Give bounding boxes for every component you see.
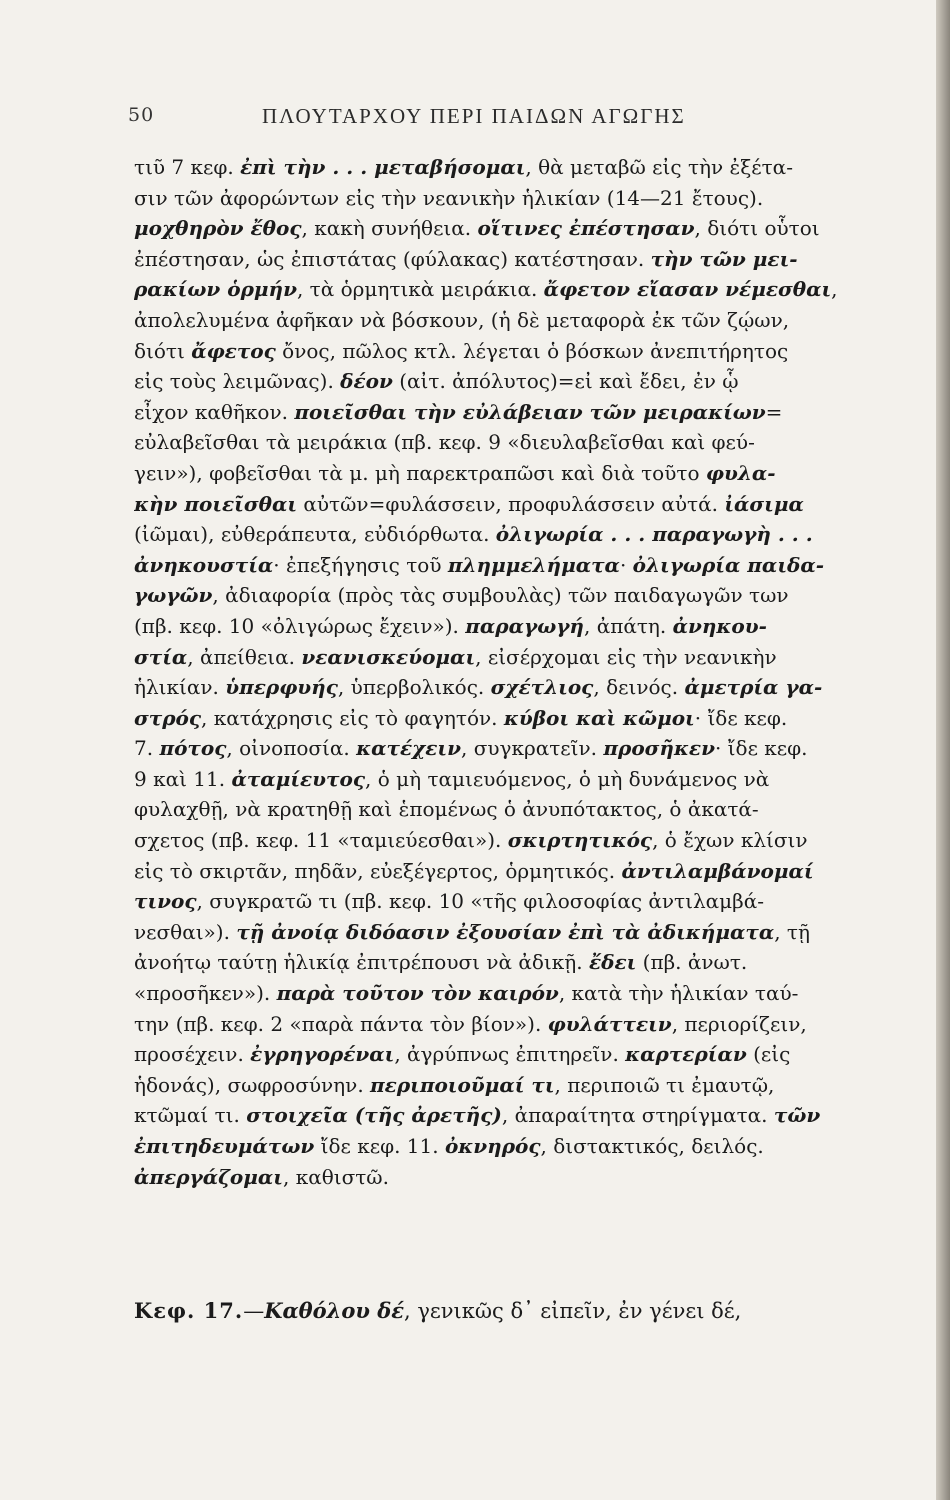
gloss-text: εἰς τοὺς λειμῶνας). bbox=[134, 369, 341, 394]
gloss-text: 7. bbox=[134, 736, 160, 761]
lemma: ἀντιλαμβάνομαί bbox=[621, 858, 814, 883]
text-line bbox=[134, 703, 864, 734]
text-line bbox=[134, 489, 864, 520]
chapter-label: Κεφ. 17. bbox=[134, 1298, 244, 1323]
text-line bbox=[134, 856, 864, 887]
gloss-text: εἰς τὸ σκιρτᾶν, πηδᾶν, εὐεξέγερτος, ὁρμητικός. bbox=[134, 858, 622, 883]
lemma: ἄφετον εἴασαν νέμεσθαι bbox=[543, 277, 832, 302]
lemma: προσῆκεν bbox=[603, 736, 715, 761]
text-line bbox=[134, 764, 864, 795]
text-line bbox=[134, 366, 864, 397]
gloss-text: σχετος (πβ. κεφ. 11 «ταμιεύεσθαι»). bbox=[134, 828, 508, 853]
lemma: φυλάττειν bbox=[547, 1011, 672, 1036]
gloss-text: ἀπολελυμένα ἀφῆκαν νὰ βόσκουν, (ἡ δὲ μεταφορὰ ἐκ τῶν ζῴων, bbox=[134, 307, 790, 332]
text-line bbox=[134, 825, 864, 856]
gloss-text: εἶχον καθῆκον. bbox=[134, 399, 295, 424]
lemma: ἀμετρία γα- bbox=[684, 675, 823, 700]
text-line bbox=[134, 947, 864, 978]
gloss-text: ἡδονάς), σωφροσύνην. bbox=[134, 1072, 371, 1097]
lemma: περιποιοῦμαί τι bbox=[370, 1072, 555, 1097]
gloss-text: , ἀδιαφορία (πρὸς τὰς συμβουλὰς) τῶν παιδαγωγῶν των bbox=[212, 583, 789, 608]
lemma: νεανισκεύομαι bbox=[301, 644, 476, 669]
gloss-text: τιῦ 7 κεφ. bbox=[134, 155, 241, 179]
gloss-text: γειν»), φοβεῖσθαι τὰ μ. μὴ παρεκτραπῶσι καὶ διὰ τοῦτο bbox=[134, 460, 706, 485]
gloss-text: , οἰνοποσία. bbox=[226, 736, 357, 761]
gloss-text: , συγκρατῶ τι (πβ. κεφ. 10 «τῆς φιλοσοφίας ἀντιλαμβά- bbox=[196, 889, 764, 914]
gloss-text: εὐλαβεῖσθαι τὰ μειράκια (πβ. κεφ. 9 «διευλαβεῖσθαι καὶ φεύ- bbox=[134, 430, 755, 455]
chapter-gloss: , γενικῶς δ᾽ εἰπεῖν, ἐν γένει δέ, bbox=[404, 1299, 742, 1323]
gloss-text: , ὁ ἔχων κλίσιν bbox=[652, 828, 808, 853]
lemma: καρτερίαν bbox=[625, 1042, 747, 1067]
lemma: γωγῶν bbox=[134, 583, 213, 608]
text-line bbox=[134, 672, 864, 703]
gloss-text: , διστακτικός, δειλός. bbox=[540, 1134, 764, 1158]
text-line bbox=[134, 642, 864, 673]
page-number: 50 bbox=[128, 104, 155, 126]
gloss-text: , καθιστῶ. bbox=[282, 1164, 389, 1189]
text-line bbox=[134, 244, 864, 275]
text-line bbox=[134, 274, 864, 305]
gloss-text: , συγκρατεῖν. bbox=[460, 736, 604, 761]
gloss-text: , περιποιῶ τι ἐμαυτῷ, bbox=[554, 1072, 775, 1097]
gloss-text: ἡλικίαν. bbox=[134, 675, 226, 700]
lemma: ὑπερφυής bbox=[225, 675, 338, 700]
text-line bbox=[134, 1009, 864, 1040]
gloss-text: , ἀπαραίτητα στηρίγματα. bbox=[501, 1103, 774, 1128]
lemma: πλημμελήματα bbox=[447, 552, 620, 577]
gloss-text: σιν τῶν ἀφορώντων εἰς τὴν νεανικὴν ἡλικίαν (14—21 ἔτους). bbox=[134, 185, 764, 210]
gloss-text: , κατάχρησις εἰς τὸ φαγητόν. bbox=[201, 705, 504, 730]
gloss-text: φυλαχθῇ, νὰ κρατηθῇ καὶ ἑπομένως ὁ ἀνυπότακτος, ὁ ἀκατά- bbox=[134, 797, 759, 822]
gloss-text: , εἰσέρχομαι εἰς τὴν νεανικὴν bbox=[475, 644, 777, 669]
gloss-text: (ἰῶμαι), εὐθεράπευτα, εὐδιόρθωτα. bbox=[134, 522, 496, 547]
lemma: πότος bbox=[159, 736, 227, 761]
text-line bbox=[134, 183, 864, 214]
text-line bbox=[134, 611, 864, 642]
page-edge-shadow bbox=[936, 0, 950, 1500]
gloss-text: , κακὴ συνήθεια. bbox=[301, 216, 478, 241]
lemma: ρακίων ὁρμήν bbox=[134, 277, 297, 302]
commentary-body bbox=[134, 152, 864, 1192]
text-line bbox=[134, 1162, 864, 1193]
gloss-text: , περιορίζειν, bbox=[671, 1011, 807, 1036]
gloss-text: την (πβ. κεφ. 2 «παρὰ πάντα τὸν βίον»). bbox=[134, 1011, 548, 1036]
running-title: ΠΛΟΥΤΑΡΧΟΥ ΠΕΡΙ ΠΑΙΔΩΝ ΑΓΩΓΗΣ bbox=[262, 104, 686, 128]
text-line bbox=[134, 794, 864, 825]
lemma: ἀπεργάζομαι bbox=[134, 1164, 283, 1189]
gloss-text: ἐπέστησαν, ὡς ἐπιστάτας (φύλακας) κατέστησαν. bbox=[134, 246, 651, 271]
lemma: τῶν bbox=[773, 1103, 821, 1128]
gloss-text: ἴδε κεφ. 11. bbox=[314, 1134, 445, 1158]
lemma: στρός bbox=[134, 705, 202, 730]
gloss-text: ὄνος, πῶλος κτλ. λέγεται ὁ βόσκων ἀνεπιτήρητος bbox=[275, 338, 789, 363]
gloss-text: , bbox=[831, 277, 838, 302]
lemma: ἔδει bbox=[588, 950, 637, 975]
text-line bbox=[134, 336, 864, 367]
gloss-text: (αἰτ. ἀπόλυτος)=εἰ καὶ ἔδει, ἐν ᾧ bbox=[392, 369, 739, 394]
lemma: οἵτινες ἐπέστησαν bbox=[477, 216, 695, 241]
chapter-lemma: Καθόλου δέ bbox=[264, 1298, 404, 1323]
lemma: παρὰ τοῦτον τὸν καιρόν bbox=[276, 981, 559, 1006]
lemma: μοχθηρὸν ἔθος bbox=[134, 216, 302, 241]
text-line bbox=[134, 886, 864, 917]
gloss-text: (πβ. κεφ. 10 «ὀλιγώρως ἔχειν»). bbox=[134, 613, 466, 638]
lemma: τινος bbox=[134, 889, 197, 914]
gloss-text: διότι bbox=[134, 338, 192, 363]
text-line bbox=[134, 1070, 864, 1101]
gloss-text: αὐτῶν=φυλάσσειν, προφυλάσσειν αὐτά. bbox=[297, 491, 725, 516]
gloss-text: , τὰ ὁρμητικὰ μειράκια. bbox=[296, 277, 544, 302]
gloss-text: «προσῆκεν»). bbox=[134, 981, 277, 1006]
chapter-start bbox=[134, 1298, 864, 1323]
lemma: δέον bbox=[340, 369, 393, 394]
lemma: στία bbox=[134, 644, 188, 669]
gloss-text: ἀνοήτῳ ταύτῃ ἡλικίᾳ ἐπιτρέπουσι νὰ ἀδικῇ. bbox=[134, 950, 589, 975]
gloss-text: · ἴδε κεφ. bbox=[714, 736, 808, 761]
text-line bbox=[134, 213, 864, 244]
text-line bbox=[134, 458, 864, 489]
lemma: ὀκνηρός bbox=[444, 1134, 541, 1158]
lemma: ὀλιγωρία παιδα- bbox=[632, 552, 825, 577]
text-line bbox=[134, 397, 864, 428]
gloss-text: · bbox=[619, 552, 633, 577]
text-line bbox=[134, 917, 864, 948]
gloss-text: · ἴδε κεφ. bbox=[694, 705, 788, 730]
lemma: κατέχειν bbox=[356, 736, 461, 761]
lemma: στοιχεῖα (τῆς ἀρετῆς) bbox=[246, 1103, 502, 1128]
lemma: φυλα- bbox=[705, 460, 776, 485]
text-line bbox=[134, 152, 864, 183]
text-line bbox=[134, 1100, 864, 1131]
text-line bbox=[134, 427, 864, 458]
gloss-text: κτῶμαί τι. bbox=[134, 1103, 247, 1128]
gloss-text: (εἰς bbox=[746, 1042, 791, 1067]
lemma: ποιεῖσθαι τὴν εὐλάβειαν τῶν μειρακίων bbox=[294, 399, 766, 424]
lemma: ἰάσιμα bbox=[724, 491, 804, 516]
gloss-text: προσέχειν. bbox=[134, 1042, 251, 1067]
gloss-text: · ἐπεξήγησις τοῦ bbox=[273, 552, 448, 577]
gloss-text: , ἀγρύπνως ἐπιτηρεῖν. bbox=[394, 1042, 626, 1067]
gloss-text: , τῇ bbox=[774, 919, 810, 944]
lemma: τὴν τῶν μει- bbox=[650, 246, 798, 271]
gloss-text: , ὑπερβολικός. bbox=[337, 675, 491, 700]
text-line bbox=[134, 1131, 864, 1162]
lemma: κύβοι καὶ κῶμοι bbox=[503, 705, 695, 730]
lemma: παραγωγή bbox=[465, 613, 584, 638]
text-line bbox=[134, 519, 864, 550]
gloss-text: (πβ. ἀνωτ. bbox=[636, 950, 748, 975]
gloss-text: , θὰ μεταβῶ εἰς τὴν ἐξέτα- bbox=[525, 155, 793, 179]
gloss-text: , δεινός. bbox=[593, 675, 685, 700]
text-line bbox=[134, 550, 864, 581]
lemma: κὴν ποιεῖσθαι bbox=[134, 491, 298, 516]
gloss-text: , ἀπείθεια. bbox=[187, 644, 302, 669]
text-line bbox=[134, 305, 864, 336]
text-line bbox=[134, 1039, 864, 1070]
lemma: σχέτλιος bbox=[490, 675, 594, 700]
lemma: ἐπὶ τὴν . . . μεταβήσομαι bbox=[240, 155, 526, 179]
lemma: ἀνηκου- bbox=[672, 613, 767, 638]
gloss-text: , ἀπάτη. bbox=[583, 613, 673, 638]
page-header bbox=[128, 104, 848, 134]
lemma: τῇ ἀνοίᾳ διδόασιν ἐξουσίαν ἐπὶ τὰ ἀδικήματα bbox=[236, 919, 775, 944]
gloss-text: , διότι οὗτοι bbox=[694, 216, 820, 241]
chapter-dash: — bbox=[243, 1299, 265, 1323]
lemma: ἀνηκουστία bbox=[134, 552, 274, 577]
lemma: ἄφετος bbox=[191, 338, 276, 363]
lemma: ἐπιτηδευμάτων bbox=[134, 1134, 315, 1158]
gloss-text: = bbox=[765, 399, 783, 424]
lemma: ἀταμίευτος bbox=[231, 766, 366, 791]
lemma: ἐγρηγορέναι bbox=[250, 1042, 395, 1067]
lemma: ὀλιγωρία . . . παραγωγὴ . . . bbox=[495, 522, 813, 547]
lemma: σκιρτητικός bbox=[507, 828, 653, 853]
gloss-text: , ὁ μὴ ταμιευόμενος, ὁ μὴ δυνάμενος νὰ bbox=[365, 766, 770, 791]
gloss-text: , κατὰ τὴν ἡλικίαν ταύ- bbox=[558, 981, 799, 1006]
text-line bbox=[134, 580, 864, 611]
text-line bbox=[134, 733, 864, 764]
gloss-text: νεσθαι»). bbox=[134, 919, 237, 944]
text-line bbox=[134, 978, 864, 1009]
gloss-text: 9 καὶ 11. bbox=[134, 766, 232, 791]
